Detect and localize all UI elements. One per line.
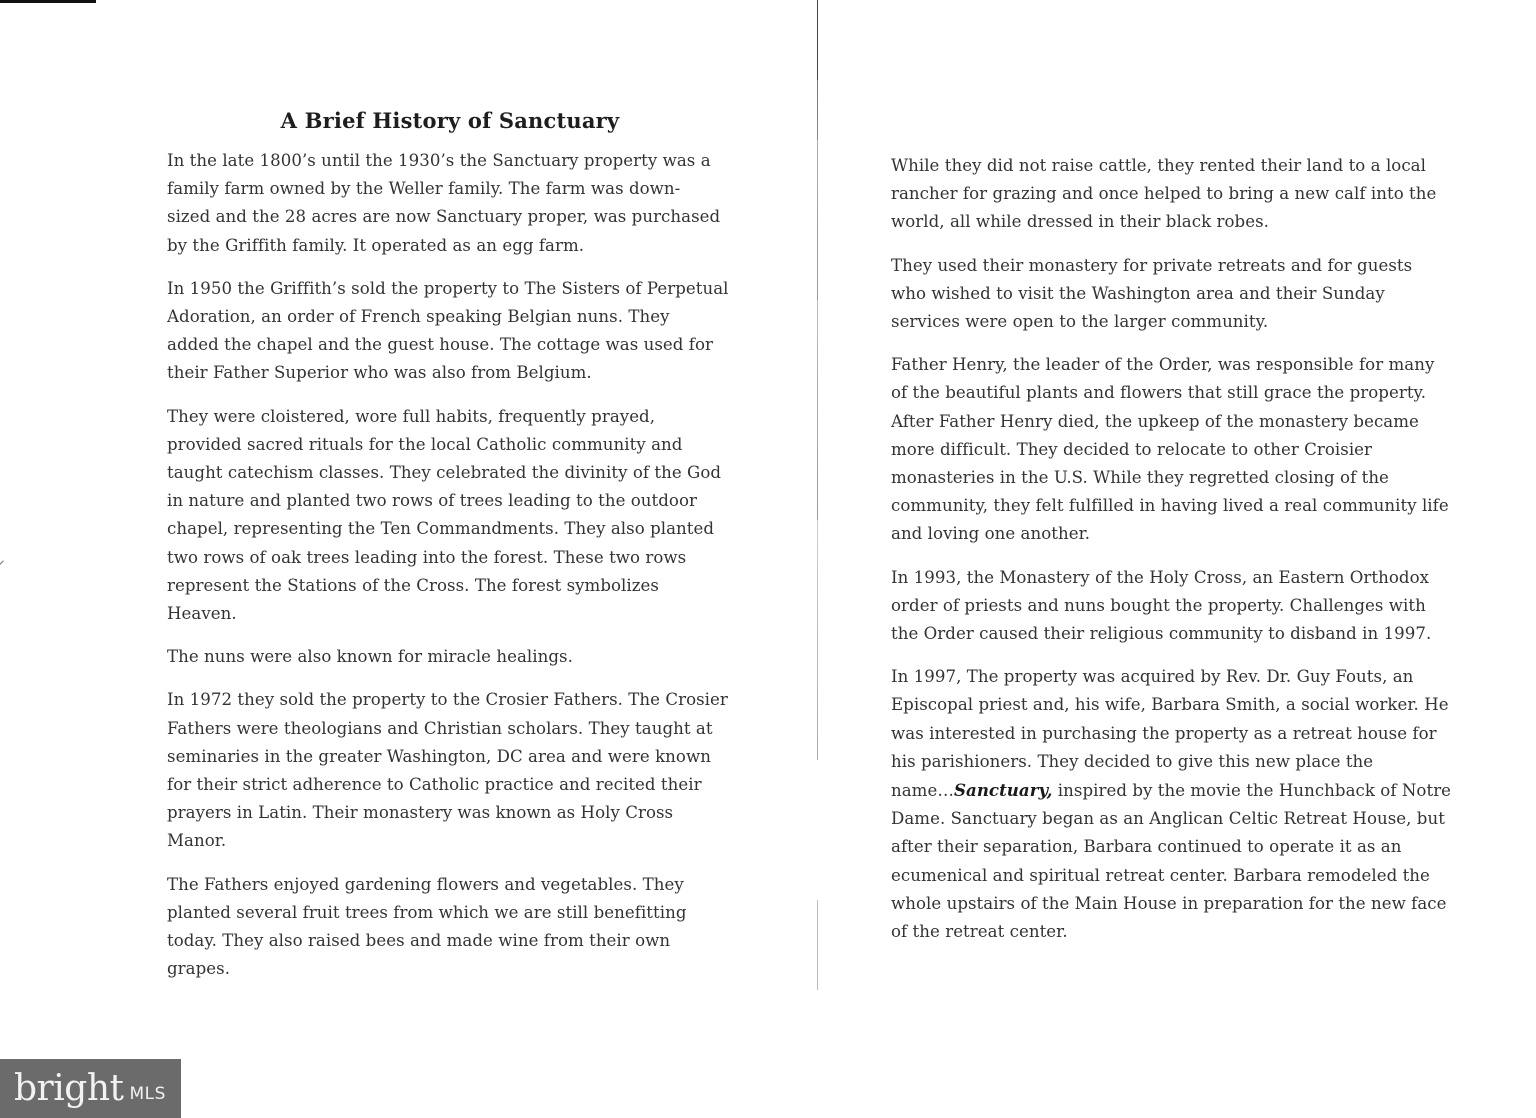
text-line: for their strict adherence to Catholic practice and recited their <box>167 775 702 795</box>
bright-mls-watermark <box>0 1059 181 1118</box>
text-line: In 1993, the Monastery of the Holy Cross, an Eastern Orthodox <box>891 567 1430 587</box>
text-line: In 1950 the Griffith’s sold the property to The Sisters of Perpetual <box>167 278 729 298</box>
paragraph <box>167 686 742 855</box>
text-line: and loving one another. <box>891 524 1091 544</box>
text-line: provided sacred rituals for the local Catholic community and <box>167 434 683 454</box>
right-paragraphs <box>891 152 1471 648</box>
text-line: rancher for grazing and once helped to bring a new calf into the <box>891 184 1437 204</box>
paragraph <box>891 564 1471 649</box>
scan-edge-tick <box>0 560 8 569</box>
text-line: They used their monastery for private retreats and for guests <box>891 255 1413 275</box>
scan-edge-mark <box>0 0 96 3</box>
left-column <box>167 108 742 998</box>
paragraph-1997-acquisition <box>891 663 1471 946</box>
text-line: The nuns were also known for miracle healings. <box>167 647 573 667</box>
text-line: planted several fruit trees from which we are still benefitting <box>167 902 687 922</box>
text-line: today. They also raised bees and made wine from their own <box>167 931 671 951</box>
document-title: A Brief History of Sanctuary <box>280 108 620 133</box>
text-line: Manor. <box>167 831 227 851</box>
text-line: They were cloistered, wore full habits, frequently prayed, <box>167 406 656 426</box>
text-line: community, they felt fulfilled in having lived a real community life <box>891 496 1449 516</box>
text-line: ecumenical and spiritual retreat center. Barbara remodeled the <box>891 865 1430 885</box>
text-line: In the late 1800’s until the 1930’s the Sanctuary property was a <box>167 151 711 170</box>
text-line: After Father Henry died, the upkeep of the monastery became <box>891 411 1419 431</box>
paragraph <box>167 275 742 388</box>
text-line: order of priests and nuns bought the property. Challenges with <box>891 595 1426 615</box>
text-line: Heaven. <box>167 604 237 624</box>
paragraph <box>891 252 1471 337</box>
text-line: more difficult. They decided to relocate to other Croisier <box>891 439 1373 459</box>
paragraph <box>167 403 742 629</box>
text-line: was interested in purchasing the property as a retreat house for <box>891 723 1437 743</box>
paragraph <box>167 147 742 260</box>
text-line: whole upstairs of the Main House in preparation for the new face <box>891 893 1447 913</box>
emphasized-sanctuary: Sanctuary, <box>953 780 1053 801</box>
page-fold-line <box>817 0 818 990</box>
text-line-with-emphasis <box>891 776 1471 805</box>
text-line: of the retreat center. <box>891 922 1068 942</box>
text-line: by the Griffith family. It operated as an egg farm. <box>167 235 585 255</box>
text-line: Dame. Sanctuary began as an Anglican Celtic Retreat House, but <box>891 809 1445 829</box>
left-paragraphs <box>167 147 742 983</box>
paragraph <box>891 152 1471 237</box>
text-line: In 1972 they sold the property to the Crosier Fathers. The Crosier <box>167 690 728 710</box>
paragraph <box>167 643 742 671</box>
watermark-brand: bright <box>14 1067 124 1109</box>
text-line: services were open to the larger community. <box>891 312 1269 332</box>
text-fragment: name… <box>891 781 954 801</box>
text-line: chapel, representing the Ten Commandments. They also planted <box>167 519 715 539</box>
text-line: Father Henry, the leader of the Order, was responsible for many <box>891 355 1435 375</box>
paragraph <box>891 351 1471 548</box>
text-line: two rows of oak trees leading into the forest. These two rows <box>167 547 687 567</box>
right-column <box>891 152 1471 961</box>
text-line: their Father Superior who was also from Belgium. <box>167 363 592 383</box>
text-line: family farm owned by the Weller family. The farm was down- <box>167 179 681 199</box>
text-line: world, all while dressed in their black robes. <box>891 212 1269 232</box>
text-line: in nature and planted two rows of trees leading to the outdoor <box>167 491 697 511</box>
text-line: of the beautiful plants and flowers that still grace the property. <box>891 383 1427 403</box>
text-line: grapes. <box>167 959 231 979</box>
text-line: after their separation, Barbara continued to operate it as an <box>891 837 1402 857</box>
text-line: In 1997, The property was acquired by Rev. Dr. Guy Fouts, an <box>891 667 1414 687</box>
text-line: The Fathers enjoyed gardening flowers and vegetables. They <box>167 874 684 894</box>
text-line: While they did not raise cattle, they rented their land to a local <box>891 156 1426 175</box>
text-line: added the chapel and the guest house. The cottage was used for <box>167 335 714 355</box>
paragraph <box>167 871 742 984</box>
text-line: who wished to visit the Washington area and their Sunday <box>891 283 1385 303</box>
text-line: represent the Stations of the Cross. The forest symbolizes <box>167 575 659 595</box>
text-line: sized and the 28 acres are now Sanctuary proper, was purchased <box>167 207 721 227</box>
text-line: taught catechism classes. They celebrated the divinity of the God <box>167 463 722 483</box>
text-line: monasteries in the U.S. While they regretted closing of the <box>891 468 1389 488</box>
text-line: Episcopal priest and, his wife, Barbara Smith, a social worker. He <box>891 695 1449 715</box>
text-line: Fathers were theologians and Christian scholars. They taught at <box>167 718 713 738</box>
text-line: his parishioners. They decided to give this new place the <box>891 751 1374 771</box>
text-line: prayers in Latin. Their monastery was known as Holy Cross <box>167 803 674 823</box>
text-line: the Order caused their religious community to disband in 1997. <box>891 624 1432 644</box>
text-fragment: inspired by the movie the Hunchback of Notre <box>1052 781 1452 801</box>
watermark-suffix: MLS <box>129 1083 166 1104</box>
text-line: seminaries in the greater Washington, DC area and were known <box>167 746 711 766</box>
text-line: Adoration, an order of French speaking Belgian nuns. They <box>167 307 670 327</box>
